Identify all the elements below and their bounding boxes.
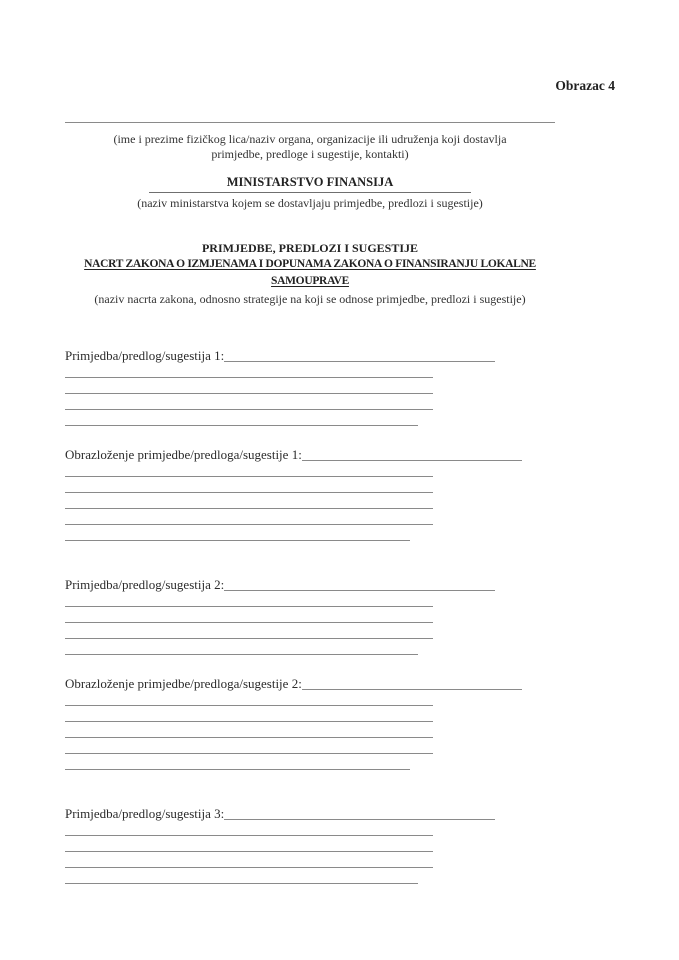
ministry-row [65, 173, 555, 193]
explanation-1-label-row [65, 446, 522, 463]
submitter-caption-line2: primjedbe, predloge i sugestije, kontakti) [211, 147, 409, 161]
comment-3-label-row [65, 805, 495, 822]
comment-2-label: Primjedba/predlog/sugestija 2: [65, 577, 225, 592]
form-heading: PRIMJEDBE, PREDLOZI I SUGESTIJE [201, 241, 419, 255]
comment-3-fill-line [65, 836, 433, 852]
submitter-caption-line1: (ime i prezime fizičkog lica/naziv organa, organizacije ili udruženja koji dostavlja [113, 132, 507, 146]
comment-1-fill-line [65, 410, 418, 426]
comment-1-fill-line [65, 394, 433, 410]
form-number-label: Obrazac 4 [555, 78, 615, 93]
law-title-line2: SAMOUPRAVE [271, 275, 349, 287]
comment-2-fill-line [65, 639, 418, 655]
comment-2-fill-line [65, 607, 433, 623]
submitter-fill-line [65, 122, 555, 123]
explanation-1-fill-line [65, 525, 410, 541]
explanation-1-fill-line [65, 477, 433, 493]
explanation-1-fill-line [65, 509, 433, 525]
comment-1-label: Primjedba/predlog/sugestija 1: [65, 348, 225, 363]
explanation-2-label: Obrazloženje primjedbe/predloga/sugestije 2: [65, 676, 302, 691]
comment-3-fill-line [65, 852, 433, 868]
ministry-caption: (naziv ministarstva kojem se dostavljaju primjedbe, predlozi i sugestije) [137, 196, 483, 210]
explanation-1-fill-line [65, 463, 433, 477]
explanation-2-fill-line [65, 754, 410, 770]
comment-2-label-row [65, 576, 495, 593]
comment-1-label-row [65, 347, 495, 364]
explanation-2-fill-line [65, 722, 433, 738]
explanation-2-label-row [65, 675, 522, 692]
comment-section-2 [65, 576, 555, 770]
comment-1-fill-line [65, 378, 433, 394]
explanation-1-fill-line [65, 493, 433, 509]
explanation-2-fill-line [65, 692, 433, 706]
comment-3-fill-line [65, 822, 433, 836]
form-content [65, 132, 555, 884]
comment-1-fill-trail [224, 347, 495, 362]
law-title-caption: (naziv nacrta zakona, odnosno strategije na koji se odnose primjedbe, predlozi i sugestije) [94, 292, 526, 306]
comment-2-fill-line [65, 593, 433, 607]
explanation-1-label: Obrazloženje primjedbe/predloga/sugestije 1: [65, 447, 302, 462]
comment-2-fill-trail [224, 576, 495, 591]
comment-3-label: Primjedba/predlog/sugestija 3: [65, 806, 225, 821]
comment-1-fill-line [65, 364, 433, 378]
comment-3-fill-line [65, 868, 418, 884]
comment-section-3 [65, 805, 555, 884]
explanation-2-fill-line [65, 738, 433, 754]
comment-2-fill-line [65, 623, 433, 639]
ministry-name: MINISTARSTVO FINANSIJA [149, 174, 472, 193]
comment-section-1 [65, 347, 555, 541]
explanation-1-fill-trail [302, 446, 522, 461]
explanation-2-fill-line [65, 706, 433, 722]
comment-3-fill-trail [224, 805, 495, 820]
law-title-line1: NACRT ZAKONA O IZMJENAMA I DOPUNAMA ZAKONA O FINANSIRANJU LOKALNE [84, 258, 536, 270]
explanation-2-fill-trail [302, 675, 522, 690]
